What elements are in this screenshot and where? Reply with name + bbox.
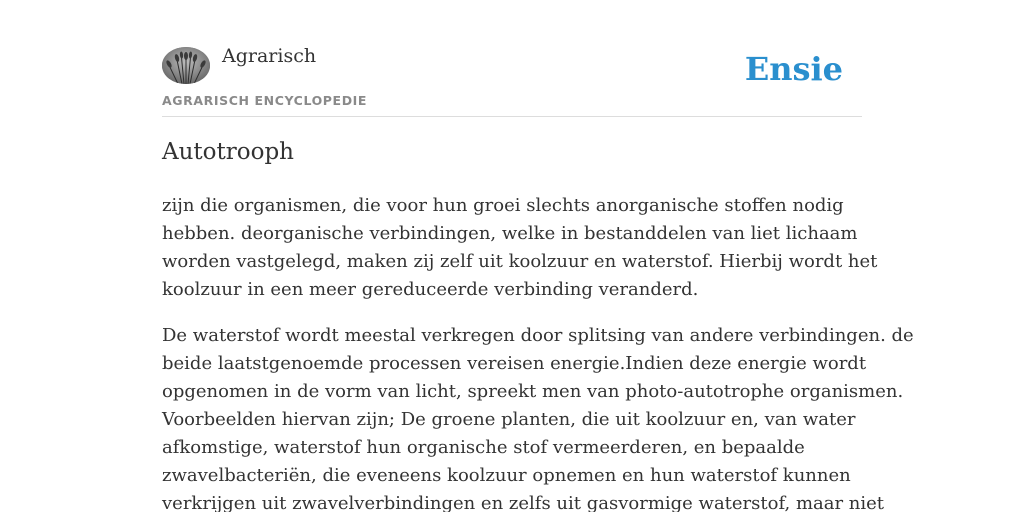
article-paragraph: [162, 192, 878, 304]
text-line: Voorbeelden hiervan zijn; De groene planten, die uit koolzuur en, van water: [162, 409, 856, 430]
text-line: zwavelbacteriën, die eveneens koolzuur opnemen en hun waterstof kunnen: [162, 465, 851, 486]
brand-logo[interactable]: Ensie: [744, 50, 843, 88]
source-subtitle: AGRARISCH ENCYCLOPEDIE: [162, 93, 368, 108]
article-title: Autotrooph: [162, 139, 294, 165]
text-line: worden vastgelegd, maken zij zelf uit koolzuur en waterstof. Hierbij wordt het: [162, 251, 878, 272]
wheat-ears-icon: [162, 47, 210, 84]
text-line: opgenomen in de vorm van licht, spreekt men van photo-autotrophe organismen.: [162, 381, 904, 402]
text-line: beide laatstgenoemde processen vereisen energie.Indien deze energie wordt: [162, 353, 867, 374]
text-line: hebben. deorganische verbindingen, welke in bestanddelen van liet lichaam: [162, 223, 858, 244]
text-line: koolzuur in een meer gereduceerde verbinding veranderd.: [162, 279, 699, 300]
text-line: De waterstof wordt meestal verkregen door splitsing van andere verbindingen. de: [162, 325, 914, 346]
source-header: [162, 0, 862, 117]
text-line: afkomstige, waterstof hun organische stof vermeerderen, en bepaalde: [162, 437, 805, 458]
source-avatar[interactable]: [162, 47, 210, 84]
text-line: verkrijgen uit zwavelverbindingen en zelfs uit gasvormige waterstof, maar niet: [162, 493, 885, 512]
text-line: zijn die organismen, die voor hun groei slechts anorganische stoffen nodig: [162, 195, 844, 216]
source-name[interactable]: Agrarisch: [222, 45, 317, 67]
article-body: [162, 192, 914, 512]
article-paragraph: [162, 322, 914, 512]
